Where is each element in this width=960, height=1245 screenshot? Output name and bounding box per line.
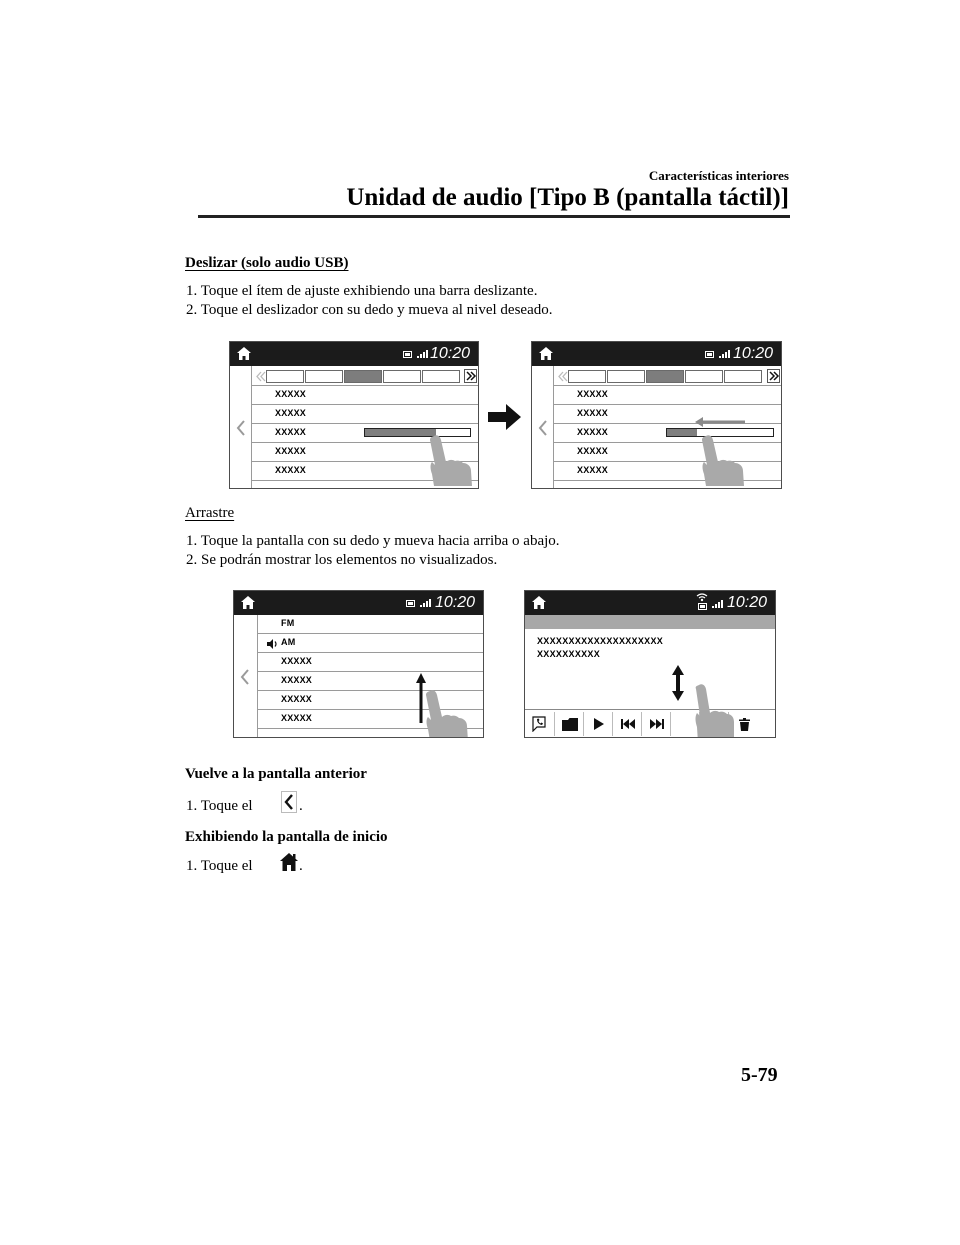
list-screen (233, 590, 484, 738)
slide-step-2: 2. Toque el deslizador con su dedo y mueva al nivel deseado. (186, 302, 553, 318)
folder-button[interactable] (556, 712, 584, 736)
play-icon (594, 718, 604, 730)
row-label: XXXXX (275, 408, 307, 418)
list-row-fm[interactable] (258, 615, 483, 634)
left-column (532, 366, 554, 488)
arrow-right-icon (488, 403, 522, 431)
page-title: Unidad de audio [Tipo B (pantalla táctil)] (346, 184, 789, 211)
tab[interactable] (305, 370, 343, 383)
clock: 10:20 (726, 594, 767, 611)
left-column (234, 615, 258, 737)
message-screen (524, 590, 776, 738)
control-bar (525, 709, 775, 737)
left-column (230, 366, 252, 488)
list-row[interactable] (554, 386, 781, 405)
status-bar (525, 591, 775, 615)
row-label: XXXXX (577, 465, 609, 475)
drag-step-1: 1. Toque la pantalla con su dedo y mueva hacia arriba o abajo. (186, 533, 560, 549)
battery-icon (705, 351, 715, 358)
row-label: XXXXX (281, 675, 313, 685)
drag-left-arrow-icon (695, 417, 745, 427)
list-row[interactable] (554, 405, 781, 424)
back-heading: Vuelve a la pantalla anterior (185, 766, 367, 782)
tab[interactable] (685, 370, 723, 383)
trash-icon (739, 718, 750, 731)
row-label: XXXXX (577, 408, 609, 418)
slider-screen-before (229, 341, 479, 489)
home-icon[interactable] (241, 596, 255, 609)
clock: 10:20 (434, 594, 475, 611)
row-label: XXXXX (577, 427, 609, 437)
home-icon (279, 852, 299, 872)
row-label: XXXXX (577, 389, 609, 399)
wifi-icon (696, 593, 708, 602)
drag-step-2: 2. Se podrán mostrar los elementos no visualizados. (186, 552, 498, 568)
folder-icon (562, 718, 578, 731)
previous-button[interactable] (614, 712, 642, 736)
row-label: XXXXX (275, 465, 307, 475)
battery-icon (403, 351, 413, 358)
battery-icon (406, 600, 416, 607)
tab[interactable] (568, 370, 606, 383)
double-chevron-right-icon[interactable] (767, 369, 780, 383)
list-row[interactable] (554, 462, 781, 481)
reply-call-button[interactable] (527, 712, 555, 736)
clock: 10:20 (732, 345, 773, 362)
row-label: XXXXX (281, 713, 313, 723)
status-bar (234, 591, 483, 615)
slide-step-1: 1. Toque el ítem de ajuste exhibiendo una barra deslizante. (186, 283, 538, 299)
back-icon (281, 791, 297, 813)
row-label: XXXXX (275, 427, 307, 437)
signal-icon (719, 349, 731, 358)
finger-icon (426, 434, 474, 488)
drag-up-down-arrow-icon (672, 665, 684, 701)
tab[interactable] (422, 370, 460, 383)
double-chevron-right-icon[interactable] (464, 369, 477, 383)
signal-icon (417, 349, 429, 358)
speaker-icon (267, 639, 279, 649)
finger-icon (422, 689, 470, 738)
play-button[interactable] (585, 712, 613, 736)
title-bar (525, 615, 775, 629)
row-label: XXXXX (275, 446, 307, 456)
status-bar (230, 342, 478, 366)
slider-fill (667, 429, 697, 436)
clock: 10:20 (429, 345, 470, 362)
home-step-suffix: . (299, 858, 303, 874)
slider-screen-after (531, 341, 782, 489)
battery-icon (698, 603, 708, 610)
row-label: XXXXX (281, 694, 313, 704)
tab-row (252, 366, 478, 386)
signal-icon (420, 598, 432, 607)
tab[interactable] (266, 370, 304, 383)
back-icon[interactable] (538, 420, 548, 436)
home-icon[interactable] (539, 347, 553, 360)
drag-heading: Arrastre (185, 505, 235, 521)
signal-icon (712, 599, 724, 608)
tab-selected[interactable] (646, 370, 684, 383)
row-label: FM (281, 618, 295, 628)
finger-icon (692, 683, 736, 738)
back-step-suffix: . (299, 798, 303, 814)
back-icon[interactable] (240, 669, 250, 685)
status-bar (532, 342, 781, 366)
section-label: Características interiores (648, 168, 789, 183)
message-line-2: XXXXXXXXXX (537, 649, 601, 659)
row-label: XXXXX (275, 389, 307, 399)
double-chevron-left-icon[interactable] (256, 371, 266, 382)
tab[interactable] (724, 370, 762, 383)
slide-heading: Deslizar (solo audio USB) (185, 255, 349, 271)
list-row[interactable] (252, 405, 478, 424)
list-row[interactable] (258, 653, 483, 672)
tab[interactable] (383, 370, 421, 383)
finger-icon (698, 434, 746, 488)
header-divider (198, 215, 790, 218)
skip-forward-icon (650, 719, 664, 729)
skip-back-icon (621, 719, 635, 729)
next-button[interactable] (643, 712, 671, 736)
home-icon[interactable] (237, 347, 251, 360)
tab-selected[interactable] (344, 370, 382, 383)
tab-row (554, 366, 781, 386)
back-step-prefix: 1. Toque el (186, 798, 253, 814)
home-heading: Exhibiendo la pantalla de inicio (185, 829, 388, 845)
row-label: AM (281, 637, 296, 647)
double-chevron-left-icon[interactable] (558, 371, 568, 382)
list-row[interactable] (252, 386, 478, 405)
message-phone-icon (532, 716, 550, 732)
home-icon[interactable] (532, 596, 546, 609)
row-label: XXXXX (281, 656, 313, 666)
page-number: 5-79 (741, 1064, 778, 1086)
home-step-prefix: 1. Toque el (186, 858, 253, 874)
list-row[interactable] (554, 443, 781, 462)
message-line-1: XXXXXXXXXXXXXXXXXXXX (537, 636, 664, 646)
row-label: XXXXX (577, 446, 609, 456)
list-row-am[interactable] (258, 634, 483, 653)
tab[interactable] (607, 370, 645, 383)
back-icon[interactable] (236, 420, 246, 436)
